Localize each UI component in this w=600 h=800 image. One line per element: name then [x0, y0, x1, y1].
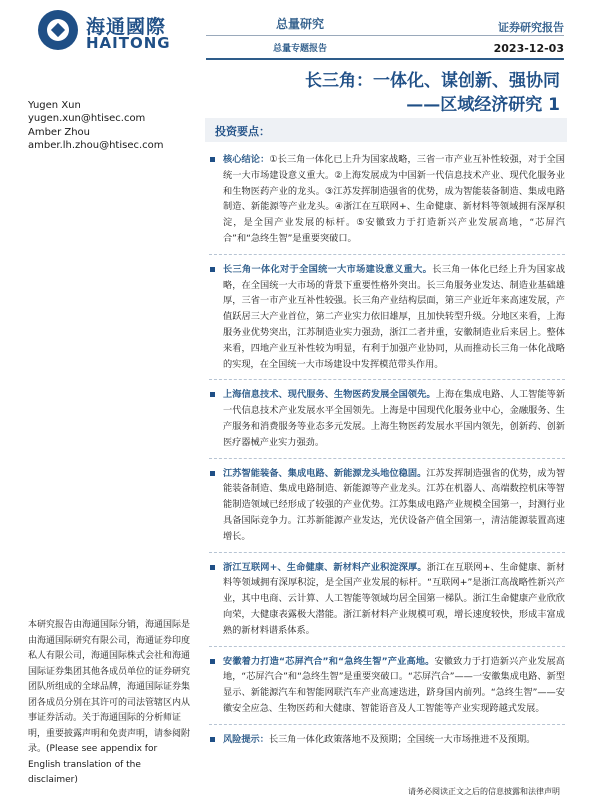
report-category: 总量研究 — [275, 17, 324, 31]
report-title: 长三角：一体化、谋创新、强协同 — [305, 71, 560, 91]
key-point-text: 江苏发挥制造强省的优势，成为智能装备制造、集成电路制造、新能源等产业龙头。江苏在机器人、高端数控机床等智能制造领域已经形成了较强的产业优势。江苏集成电路产业规模全国第一，封测行业具备国际竞争力。江苏新能源产业发达，光伏设备产值全国第一，清洁能源装置高速增长。 — [223, 467, 566, 542]
author-name: Yugen Xun — [28, 100, 81, 111]
key-point-lead: 安徽着力打造“芯屏汽合”和“急终生智”产业高地。 — [223, 655, 435, 667]
risk-warning-item — [209, 732, 565, 755]
page-footer-notice: 请务必阅读正文之后的信息披露和法律声明 — [408, 787, 560, 796]
key-point-text: ①长三角一体化已上升为国家战略，三省一市产业互补性较强，对于全国统一大市场建设意义重大。②上海发展成为中国新一代信息技术产业、现代化服务业和生物医药产业的龙头。③江苏发挥制造强省的优势，成为智能装备制造、集成电路制造、新能源等产业龙头。④浙江在互联网+、生命健康、新材料等领域拥有深厚积淀，是全国产业发展的标杆。⑤安徽致力于打造新兴产业发展高地，“芯屏汽合”和“急终生智”是重要突破口。 — [223, 154, 565, 244]
author-name: Amber Zhou — [28, 127, 91, 138]
key-point-item — [209, 387, 565, 458]
key-point-lead: 上海信息技术、现代服务、生物医药发展全国领先。 — [223, 389, 436, 401]
key-point-text: 安徽致力于打造新兴产业发展高地，“芯屏汽合”和“急终生智”是重要突破口。“芯屏汽合”——一安徽集成电路、新型显示、新能源汽车和智能网联汽车产业高速迭进，跻身国内前列。“急终生智”——安徽安全应急、生物医药和大健康、智能语音及人工智能等产业实现跨越式发展。 — [223, 655, 565, 714]
report-subtitle: ——区域经济研究 1 — [406, 95, 560, 115]
key-point-item — [209, 466, 565, 553]
key-point-text: 上海在集成电路、人工智能等新一代信息技术产业发展水平全国领先。上海是中国现代化服务业中心，金融服务、生产服务和消费服务等业态多元发展。上海生物医药发展水平国内领先，创新药、创新医疗器械产业实力强劲。 — [223, 389, 566, 448]
bullet-square-icon — [210, 565, 215, 570]
key-point-item — [209, 262, 565, 381]
key-point-lead: 浙江互联网+、生命健康、新材料产业积淀深厚。 — [223, 561, 427, 573]
key-point-text: 长三角一体化政策落地不及预期；全国统一大市场推进不及预期。 — [268, 733, 536, 745]
bullet-square-icon — [210, 737, 215, 742]
report-subcategory: 总量专题报告 — [272, 44, 327, 54]
key-point-item — [209, 152, 565, 255]
bullet-square-icon — [210, 157, 215, 162]
key-point-lead: 江苏智能装备、集成电路、新能源龙头地位稳固。 — [223, 467, 427, 479]
report-type: 证券研究报告 — [498, 21, 564, 34]
key-point-item — [209, 560, 565, 647]
key-points-list — [209, 152, 565, 762]
key-point-item — [209, 654, 565, 725]
haitong-logo-icon — [38, 10, 78, 50]
key-point-text: 浙江在互联网+、生命健康、新材料等领域拥有深厚积淀，是全国产业发展的标杆。“互联网+”是浙江高战略性新兴产业，其中电商、云计算、人工智能等领域均居全国第一梯队。浙江生命健康产业欣欣向荣，大健康表露极大潜能。浙江新材料产业规模可观，增长速度较快，形成丰富成熟的新材料谱系体系。 — [223, 561, 565, 636]
logo-chinese-name: 海通國際 — [86, 16, 167, 38]
distribution-disclaimer: 本研究报告由海通国际分销，海通国际是由海通国际研究有限公司，海通证券印度私人有限公司，海通国际株式会社和海通国际证券集团其他各成员单位的证券研究团队所组成的全球品牌，海通国际证券集团各成员分别在其许可的司法管辖区内从事证券活动。关于海通国际的分析师证明，重要披露声明和免责声明，请参阅附录。(Please see appendix for English translation of the disclaimer) — [28, 620, 191, 785]
key-point-lead: 风险提示： — [223, 733, 269, 745]
header-divider — [206, 35, 564, 36]
bullet-square-icon — [210, 659, 215, 664]
report-date: 2023-12-03 — [493, 42, 564, 55]
logo-english-name: HAITONG — [86, 34, 171, 52]
key-points-heading: 投资要点： — [215, 125, 270, 138]
bullet-square-icon — [210, 392, 215, 397]
bullet-square-icon — [210, 471, 215, 476]
company-logo — [38, 10, 198, 52]
key-point-lead: 核心结论： — [223, 154, 270, 165]
key-point-lead: 长三角一体化对于全国统一大市场建设意义重大。 — [223, 263, 433, 275]
author-email[interactable]: yugen.xun@htisec.com — [28, 113, 146, 124]
author-email[interactable]: amber.lh.zhou@htisec.com — [28, 140, 164, 151]
header-underline — [206, 58, 564, 60]
key-point-text: 长三角一体化已经上升为国家战略，在全国统一大市场的背景下重要性格外突出。长三角服务业发达、制造业基础雄厚，三省一市产业互补性较强。长三角产业结构层面，第三产业近年来高速发展，产值跃居三大产业首位，第二产业实力依旧雄厚，且加快转型升级。分地区来看，上海服务业优势突出，江苏制造业实力强劲，浙江二者并重，安徽制造业后来居上。整体来看，四地产业互补性较为明显，有利于加强产业协同，从而推动长三角一体化战略的实现，在全国统一大市场建设中发挥模范带头作用。 — [223, 263, 566, 370]
bullet-square-icon — [210, 267, 215, 272]
